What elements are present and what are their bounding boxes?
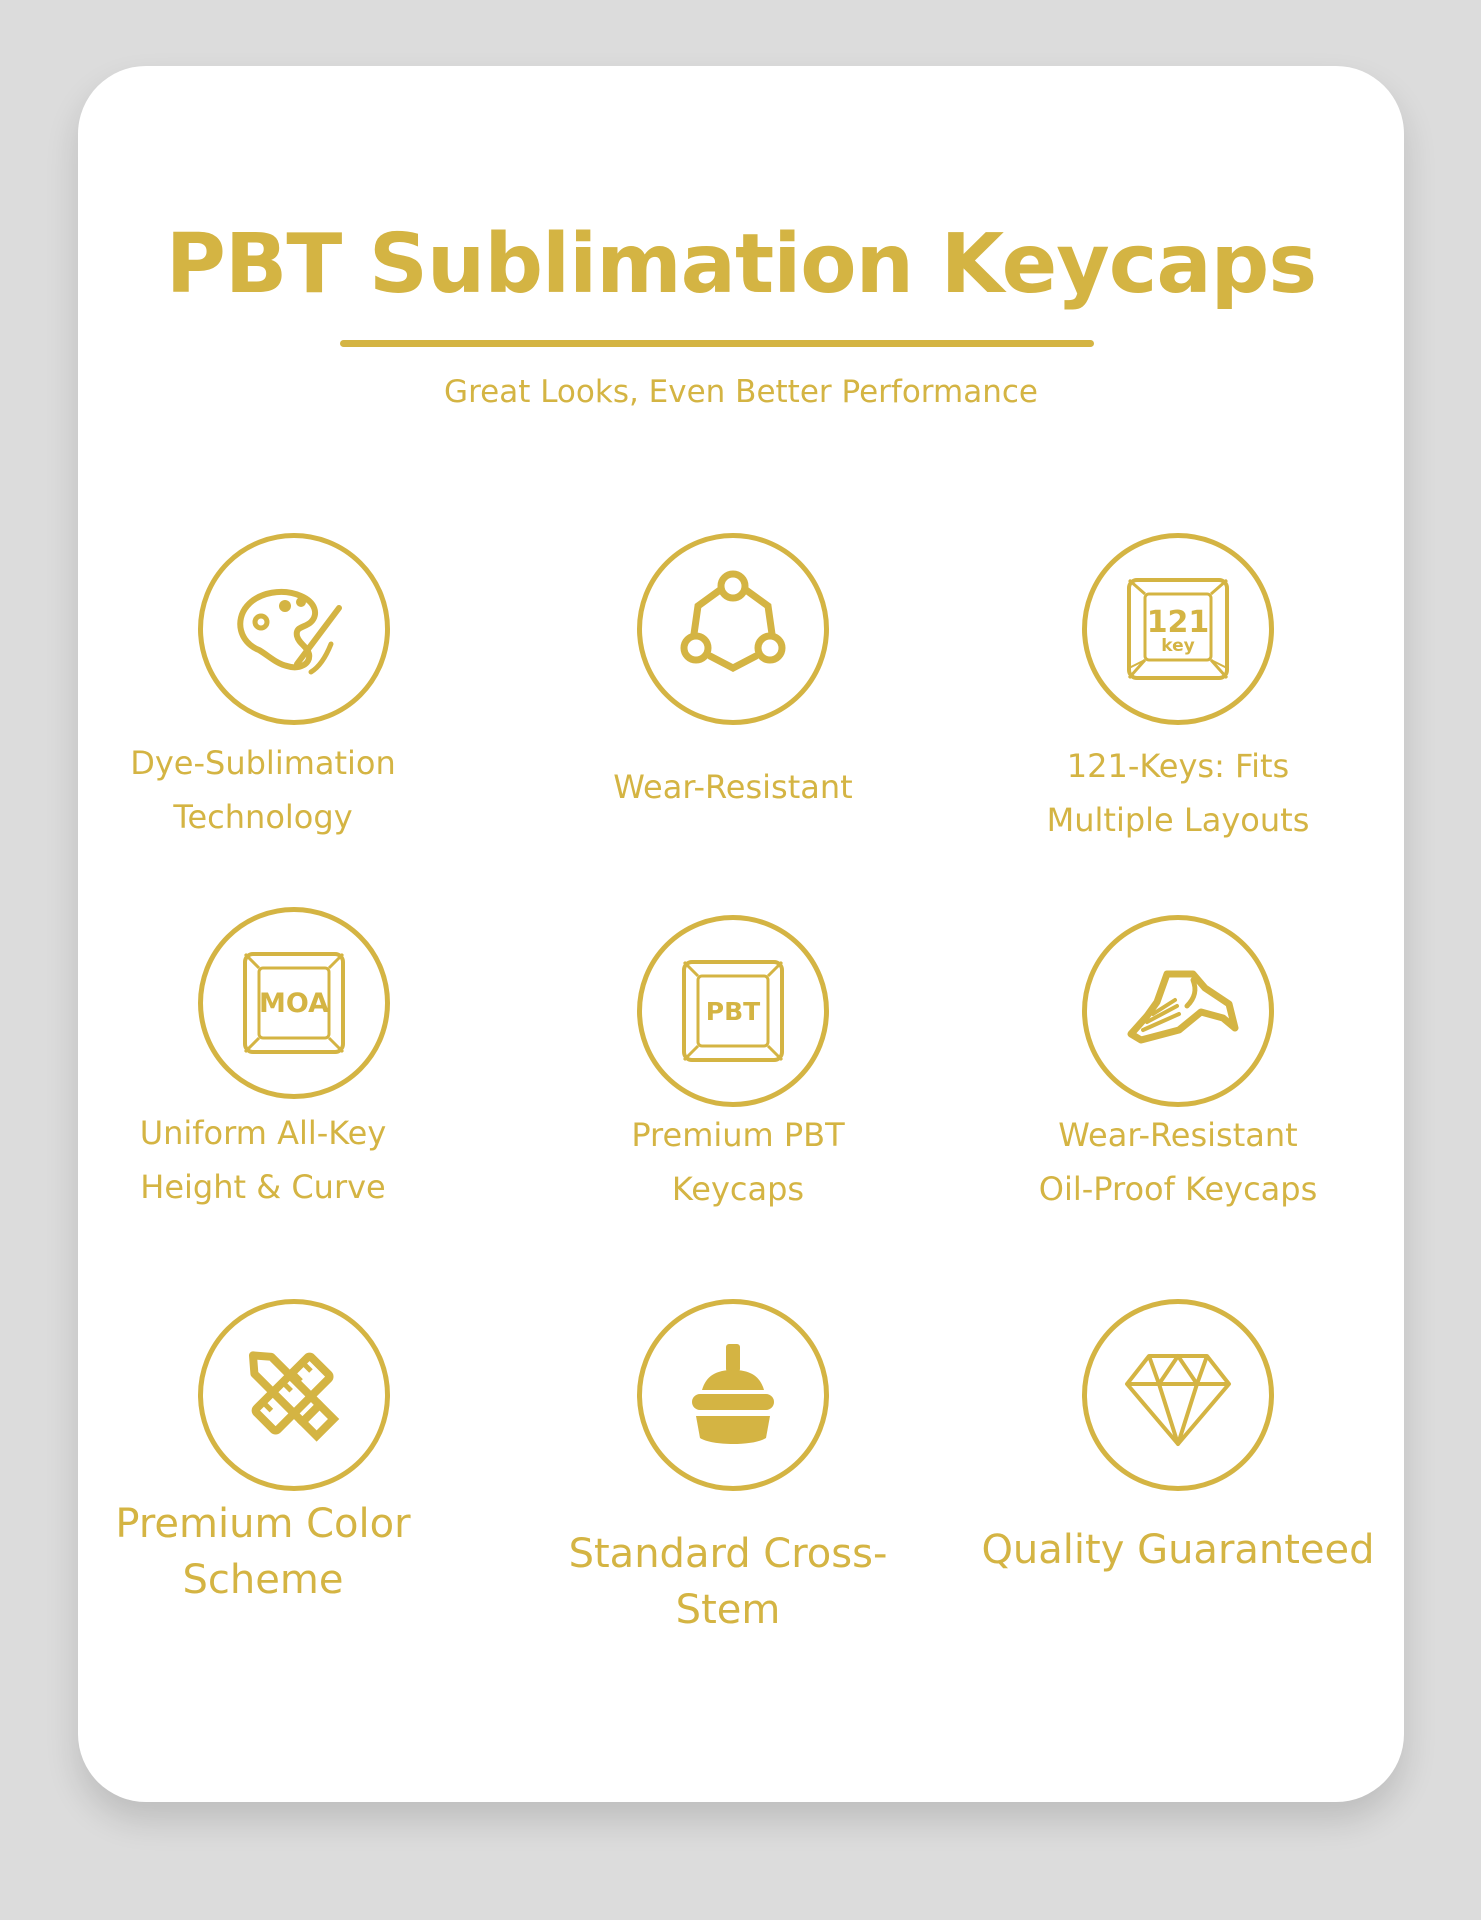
palette-icon <box>198 533 390 725</box>
feature-label-line1: 121-Keys: Fits <box>1066 747 1290 785</box>
feature-label <box>988 739 1368 847</box>
diamond-icon <box>1082 1299 1274 1491</box>
feature-label-line1: Wear-Resistant <box>613 768 853 806</box>
title-divider <box>340 340 1094 347</box>
feature-label-line2: Height & Curve <box>140 1168 386 1206</box>
feature-card <box>78 66 1404 1802</box>
page-subtitle: Great Looks, Even Better Performance <box>444 374 1038 410</box>
feature-label <box>73 1106 453 1214</box>
feature-label <box>543 760 923 814</box>
hand-icon <box>1082 915 1274 1107</box>
feature-label-line1: Standard Cross-Stem <box>568 1531 888 1633</box>
feature-label <box>548 1108 928 1216</box>
feature-label-line1: Wear-Resistant <box>1058 1116 1298 1154</box>
cross-stem-icon <box>637 1299 829 1491</box>
feature-label <box>988 1108 1368 1216</box>
feature-label <box>73 1496 453 1608</box>
feature-label-line1: Quality Guaranteed <box>981 1527 1375 1573</box>
feature-label-line1: Uniform All-Key <box>139 1114 387 1152</box>
feature-label-line2: Scheme <box>182 1557 344 1603</box>
page-title: PBT Sublimation Keycaps <box>165 217 1317 312</box>
feature-label <box>73 736 453 844</box>
feature-label <box>518 1526 938 1638</box>
keycap-key-text: key <box>1161 636 1195 656</box>
feature-label-line2: Oil-Proof Keycaps <box>1038 1170 1318 1208</box>
feature-label <box>968 1522 1388 1578</box>
keycap-pbt-icon <box>637 915 829 1107</box>
feature-label-line1: Premium PBT <box>631 1116 845 1154</box>
triangle-nodes-icon <box>637 533 829 725</box>
keycap-121-icon <box>1082 533 1274 725</box>
feature-label-line2: Keycaps <box>671 1170 805 1208</box>
ruler-pencil-icon <box>198 1299 390 1491</box>
feature-label-line2: Multiple Layouts <box>1046 801 1310 839</box>
keycap-moa-text: MOA <box>259 988 329 1019</box>
keycap-moa-icon <box>198 907 390 1099</box>
feature-label-line1: Premium Color <box>115 1501 411 1547</box>
feature-label-line2: Technology <box>173 798 353 836</box>
keycap-pbt-text: PBT <box>705 997 761 1026</box>
feature-label-line1: Dye-Sublimation <box>130 744 396 782</box>
keycap-121-text: 121 <box>1146 605 1210 640</box>
